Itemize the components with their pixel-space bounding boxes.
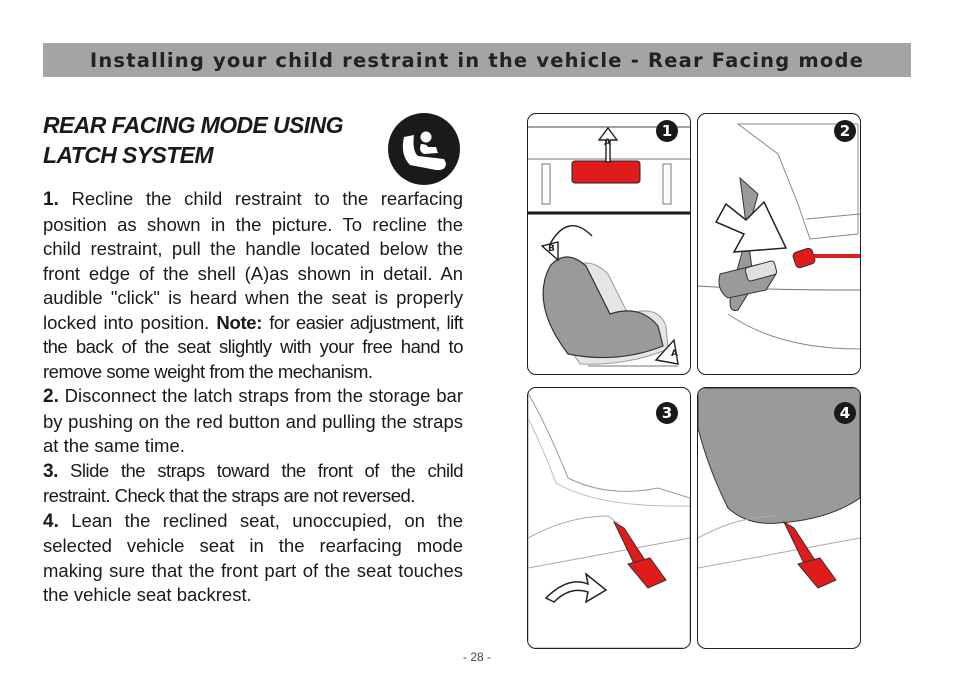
figure-4 [697,387,861,649]
step-2 [43,384,463,459]
seat-placement-illustration [698,388,860,648]
step-number: 3. [43,460,58,482]
note-label: Note: [216,311,263,333]
step-text: Disconnect the latch straps from the storage bar by pushing on the red button and pulling the straps at the same time. [43,385,463,456]
figure-1 [527,113,691,375]
step-number: 4. [43,510,59,532]
section-header-banner [43,43,911,77]
step-text: Lean the reclined seat, unoccupied, on the selected vehicle seat in the rearfacing mode making sure that the front part of the seat touches the vehicle seat backrest. [43,509,463,605]
label-b: B [548,244,555,254]
instructions-text [43,187,463,608]
label-a-top: A [604,138,611,148]
step-number: 2. [43,386,59,407]
step-text: Slide the straps toward the front of the child restraint. Check that the straps are not reversed. [43,459,464,506]
step-3 [43,459,463,509]
title-line-2: LATCH SYSTEM [43,142,213,168]
note-text: for easier adjustment, lift the back of the seat slightly with your free hand to remove some weight from the mechanism. [43,311,464,382]
figure-badge: 1 [656,120,678,142]
step-4 [43,509,463,608]
figure-2 [697,113,861,375]
latch-release-illustration [698,114,860,374]
figure-badge: 4 [834,402,856,424]
step-1 [43,187,463,384]
title-line-1: REAR FACING MODE USING [43,112,343,138]
figure-3 [527,387,691,649]
rear-facing-child-seat-icon [388,113,460,185]
label-a-bottom: A [671,349,678,359]
page-title [43,110,363,170]
slide-straps-illustration [528,388,690,648]
figure-badge: 2 [834,120,856,142]
step-number: 1. [43,189,59,210]
step-text: Recline the child restraint to the rearfacing position as shown in the picture. To recline the child restraint, pull the handle located below the front edge of the shell (A)as shown in detail. An audible "click" is heard when the seat is properly locked into position. [43,188,464,333]
figure-badge: 3 [656,402,678,424]
page-number: - 28 - [462,650,491,664]
header-title: Installing your child restraint in the vehicle - Rear Facing mode [89,48,865,72]
